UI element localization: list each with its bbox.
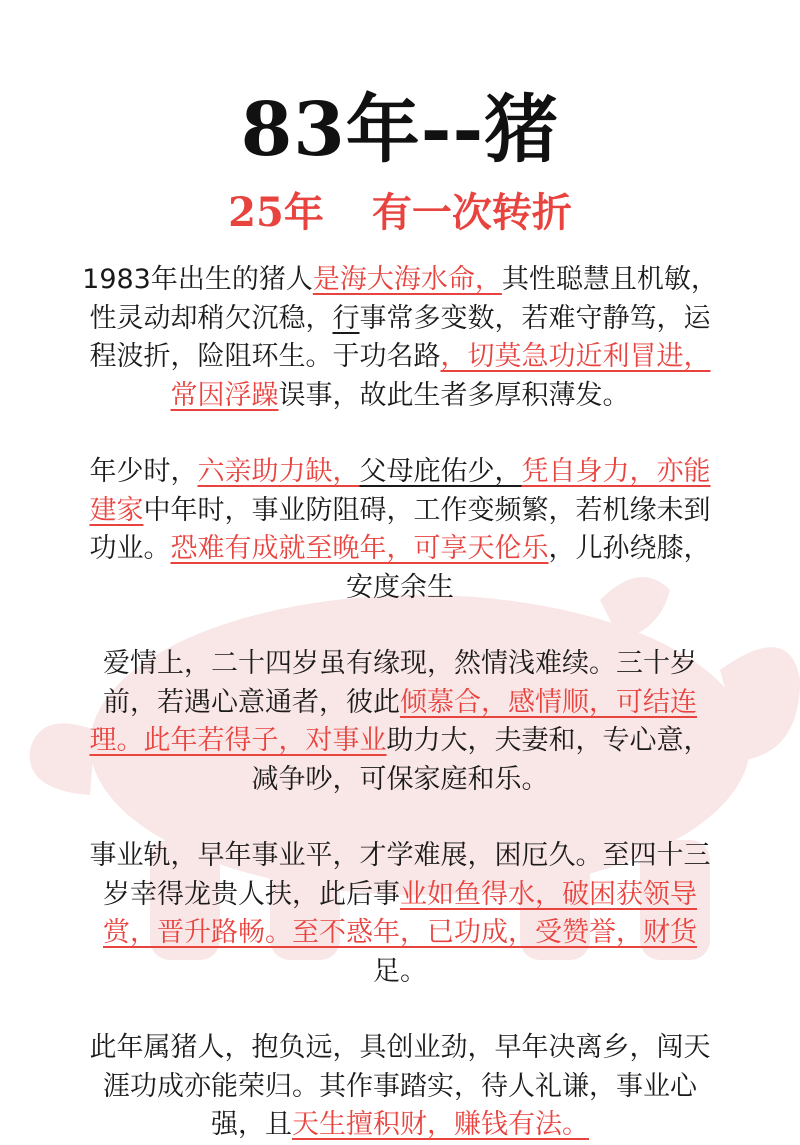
subtitle-text: 有一次转折	[371, 189, 572, 236]
line	[40, 1068, 760, 1107]
line	[40, 722, 760, 761]
line	[40, 338, 760, 377]
body-text: ，儿孙绕膝，	[548, 533, 711, 564]
highlighted-text: 理。此年若得子，对事业	[89, 725, 387, 756]
highlighted-text: 倾慕合，感情顺，可结连	[400, 686, 697, 718]
body-text: 功业。	[89, 533, 171, 564]
body-text: 减争吵，可保家庭和乐。	[251, 763, 549, 795]
paragraph-youth	[0, 453, 800, 607]
body-text: 涯功成亦能荣归。其作事踏实，待人礼谦，事业心	[103, 1070, 697, 1102]
line	[40, 261, 760, 300]
body-text: 年少时，	[89, 456, 198, 487]
body-text: 其性聪慧且机敏，	[501, 264, 718, 295]
body-text: 程波折，险阻环生。于功名路	[89, 341, 441, 372]
highlighted-text: 业如鱼得水，破困获领导	[400, 878, 697, 910]
underlined-text: 父母庇佑少，	[359, 456, 522, 487]
body-text: 事常多变数，若难守静笃，运	[359, 302, 711, 334]
body-text: 助力大，夫妻和，专心意，	[386, 725, 711, 756]
line	[40, 684, 760, 723]
subtitle-year: 25年	[228, 189, 324, 236]
line	[40, 876, 760, 915]
body-text: 误事，故此生者多厚积薄发。	[278, 379, 630, 411]
line	[40, 645, 760, 684]
line	[40, 530, 760, 569]
body-text: 安度余生	[346, 571, 454, 603]
line	[40, 377, 760, 416]
line	[40, 953, 760, 992]
body-text: 前，若遇心意通者，彼此	[103, 686, 400, 718]
highlighted-text: ，切莫急功近利冒进，	[440, 341, 711, 372]
line	[40, 569, 760, 608]
line	[40, 492, 760, 531]
page-title: 83年--猪	[240, 87, 560, 173]
line	[40, 300, 760, 339]
body-text: 足。	[373, 955, 427, 987]
paragraph-ambition	[0, 1029, 800, 1145]
line	[40, 837, 760, 876]
highlighted-text: 天生擅积财，赚钱有法。	[292, 1109, 589, 1140]
line	[40, 914, 760, 953]
highlighted-text: 常因浮躁	[170, 379, 279, 411]
line	[40, 761, 760, 800]
highlighted-text: 凭自身力，亦能	[521, 456, 711, 487]
underlined-text: 行	[332, 302, 360, 334]
line	[40, 1106, 760, 1145]
body-text: 1983年出生的猪人	[82, 264, 313, 295]
highlighted-text: 赏，晋升路畅。至不惑年，已功成，受赞誉，财货	[103, 917, 697, 948]
body-text: 此年属猪人，抱负远，具创业劲，早年决离乡，闯天	[89, 1032, 711, 1063]
body-text: 强，且	[211, 1109, 292, 1140]
body-text: 事业轨，早年事业平，才学难展，困厄久。至四十三	[89, 840, 711, 871]
highlighted-text: 恐难有成就至晚年，可享天伦乐	[170, 533, 549, 564]
line	[40, 1029, 760, 1068]
paragraph-love	[0, 645, 800, 799]
body-text: 爱情上，二十四岁虽有缘现，然情浅难续。三十岁	[103, 648, 697, 679]
highlighted-text: 是海大海水命，	[312, 264, 502, 295]
body-text: 中年时，事业防阻碍，工作变频繁，若机缘未到	[143, 494, 711, 526]
paragraph-career	[0, 837, 800, 991]
highlighted-text: 六亲助力缺，	[197, 456, 360, 487]
body-text: 性灵动却稍欠沉稳，	[89, 302, 333, 334]
line	[40, 453, 760, 492]
page-subtitle	[0, 189, 800, 236]
paragraph-personality	[0, 261, 800, 415]
highlighted-text: 建家	[89, 494, 144, 526]
body-text: 岁幸得龙贵人扶，此后事	[103, 878, 400, 910]
